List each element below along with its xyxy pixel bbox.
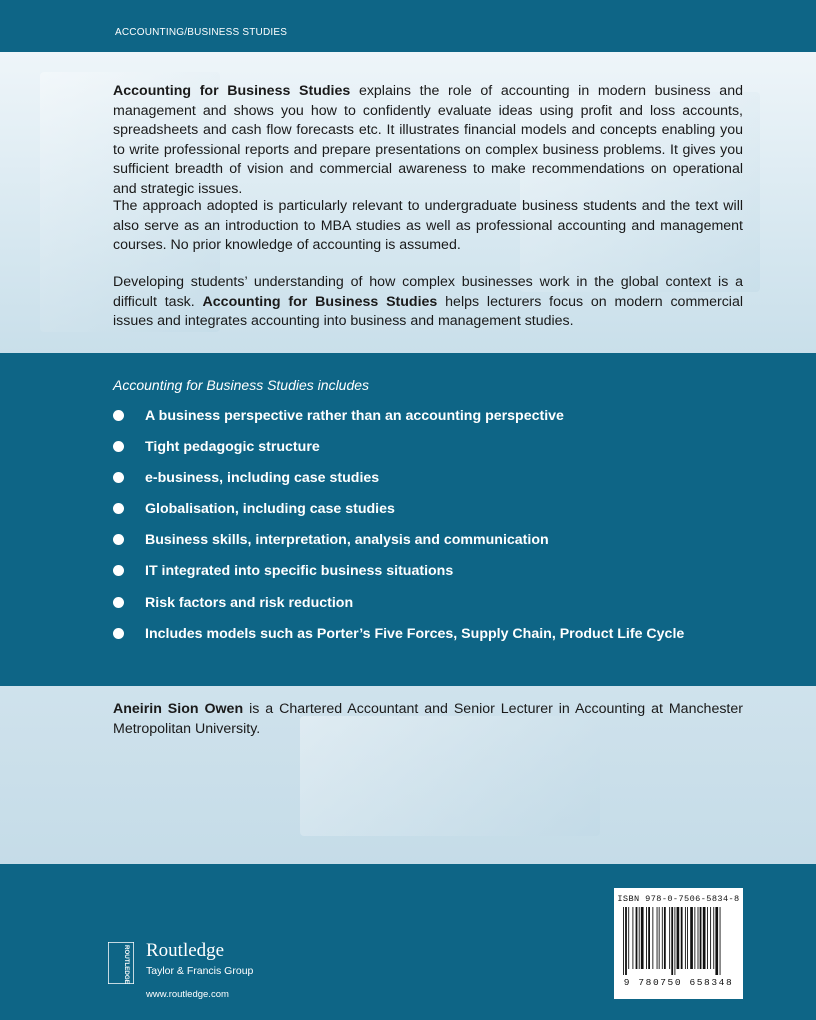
publisher-logo-icon [108, 942, 134, 984]
feature-item: A business perspective rather than an accounting perspective [113, 404, 684, 435]
feature-item: IT integrated into specific business situations [113, 559, 684, 590]
isbn-barcode [614, 888, 743, 999]
barcode-bar [687, 907, 688, 969]
bullet-icon [113, 565, 124, 576]
bullet-icon [113, 441, 124, 452]
barcode-bar [625, 907, 627, 975]
bullet-icon [113, 628, 124, 639]
feature-item: Includes models such as Porter’s Five Forces, Supply Chain, Product Life Cycle [113, 622, 684, 653]
bullet-icon [113, 472, 124, 483]
barcode-bar [710, 907, 711, 969]
barcode-bar [639, 907, 640, 969]
barcode-bar [698, 907, 699, 969]
barcode-bar [677, 907, 680, 969]
description-paragraph-1: Accounting for Business Studies explains the role of accounting in modern business and management and shows you how to confidently evaluate ideas using profit and loss accounts, spreadsheets and cash flow forecasts etc. It illustrates financial models and concepts enabling you to write professional reports and prepare presentations on complex business problems. It gives you sufficient breadth of vision and commercial awareness to make recommendations on operational and strategic issues. [113, 83, 743, 197]
barcode-bar [700, 907, 702, 969]
barcode-bar [628, 907, 629, 969]
book-title-inline: Accounting for Business Studies [202, 293, 438, 310]
feature-item: Tight pedagogic structure [113, 435, 684, 466]
feature-item: Business skills, interpretation, analysis and communication [113, 528, 684, 559]
isbn-label: ISBN 978-0-7506-5834-8 [617, 894, 740, 904]
barcode-bar [669, 907, 670, 969]
barcode-digits: 9 780750 658348 [623, 977, 734, 988]
barcode-bar [715, 907, 718, 975]
publisher-url: www.routledge.com [146, 989, 229, 1000]
description-paragraph-2: The approach adopted is particularly relevant to undergraduate business students and the text will also serve as an introduction to MBA studies as well as professional accounting and management courses. No prior knowledge of accounting is assumed. [113, 198, 743, 253]
barcode-bar [657, 907, 658, 969]
barcode-bar [713, 907, 714, 969]
barcode-bar [703, 907, 706, 969]
barcode-bar [664, 907, 666, 969]
feature-list [113, 404, 684, 653]
barcode-bar [662, 907, 663, 969]
barcode-bar [674, 907, 675, 975]
bullet-icon [113, 597, 124, 608]
barcode-bar [623, 907, 624, 975]
top-category-bar [0, 0, 816, 52]
barcode-bar [685, 907, 686, 969]
barcode-bar [707, 907, 708, 969]
bullet-icon [113, 503, 124, 514]
description-paragraph-3: Developing students’ understanding of how complex businesses work in the global context is a difficult task. Accounting for Business Studies helps lecturers focus on modern commercial issues and integrates accounting into business and management studies. [113, 274, 743, 329]
book-title-inline: Accounting for Business Studies [113, 83, 351, 99]
category-label: ACCOUNTING/BUSINESS STUDIES [115, 27, 288, 38]
barcode-bar [659, 907, 660, 969]
barcode-bar [720, 907, 721, 975]
feature-item: Globalisation, including case studies [113, 497, 684, 528]
barcode-bar [632, 907, 633, 969]
feature-item: e-business, including case studies [113, 466, 684, 497]
barcode-bar [646, 907, 647, 969]
bullet-icon [113, 534, 124, 545]
barcode-bar [652, 907, 653, 969]
barcode-bars [622, 907, 735, 975]
barcode-bar [641, 907, 644, 969]
publisher-logo-text: ROUTLEDGE [123, 945, 130, 984]
barcode-bar [671, 907, 673, 975]
barcode-bar [648, 907, 650, 969]
barcode-bar [690, 907, 693, 969]
feature-item: Risk factors and risk reduction [113, 591, 684, 622]
bullet-icon [113, 410, 124, 421]
author-name: Aneirin Sion Owen [113, 701, 244, 717]
publisher-name: Routledge [146, 940, 225, 961]
barcode-bar [694, 907, 695, 969]
barcode-bar [681, 907, 683, 969]
includes-heading: Accounting for Business Studies includes [113, 377, 370, 393]
author-bio: Aneirin Sion Owen is a Chartered Accountant and Senior Lecturer in Accounting at Manchester Metropolitan University. [113, 701, 743, 737]
barcode-bar [636, 907, 638, 969]
publisher-group: Taylor & Francis Group [146, 965, 254, 977]
